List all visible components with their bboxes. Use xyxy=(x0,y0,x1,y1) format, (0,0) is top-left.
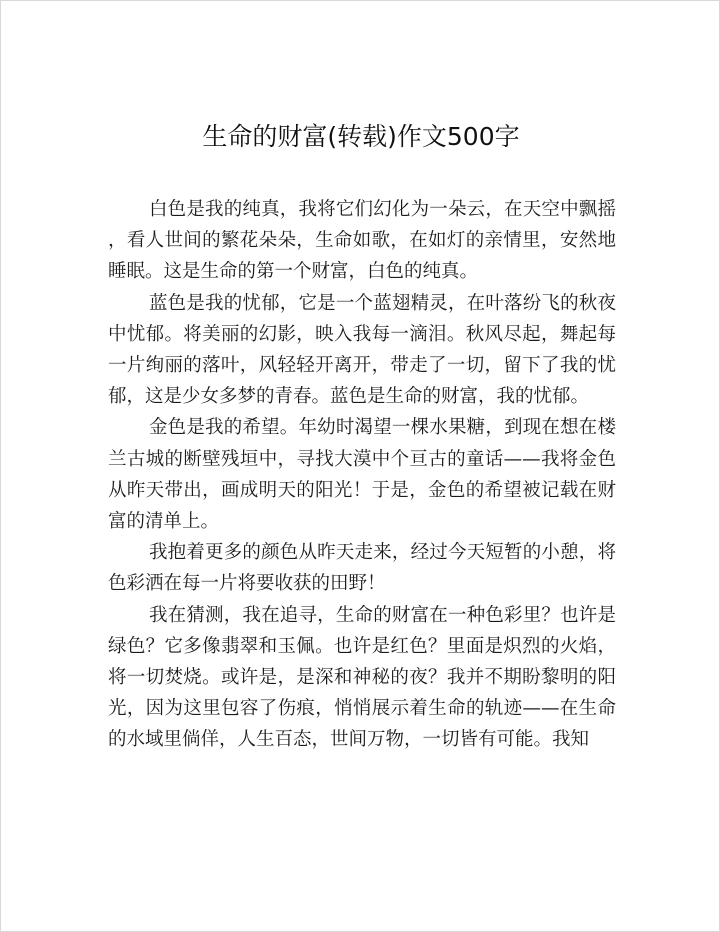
paragraph-blue: 蓝色是我的忧郁，它是一个蓝翅精灵，在叶落纷飞的秋夜中忧郁。将美丽的幻影，映入我每一滴泪。秋风尽起，舞起每一片绚丽的落叶，风轻轻开离开，带走了一切，留下了我的忧郁，这是少女多梦的青春。蓝色是生命的财富，我的忧郁。 xyxy=(108,292,616,408)
paragraph-gold: 金色是我的希望。年幼时渴望一棵水果糖，到现在想在楼兰古城的断壁残垣中，寻找大漠中个亘古的童话——我将金色从昨天带出，画成明天的阳光！于是，金色的希望被记载在财富的清单上。 xyxy=(108,417,616,533)
paragraph-guessing: 我在猜测，我在追寻，生命的财富在一种色彩里？也许是绿色？它多像翡翠和玉佩。也许是红色？里面是炽烈的火焰，将一切焚烧。或许是，是深和神秘的夜？我并不期盼黎明的阳光，因为这里包容了伤痕，悄悄展示着生命的轨迹——在生命的水域里倘佯，人生百态，世间万物，一切皆有可能。我知 xyxy=(108,604,616,751)
paragraph-colors: 我抱着更多的颜色从昨天走来，经过今天短暂的小憩，将色彩洒在每一片将要收获的田野！ xyxy=(108,542,616,595)
paragraph-white: 白色是我的纯真，我将它们幻化为一朵云，在天空中飘摇，看人世间的繁花朵朵，生命如歌，在如灯的亲情里，安然地睡眠。这是生命的第一个财富，白色的纯真。 xyxy=(108,199,616,283)
document-body xyxy=(108,194,616,756)
document-title: 生命的财富(转载)作文500字 xyxy=(202,122,520,151)
